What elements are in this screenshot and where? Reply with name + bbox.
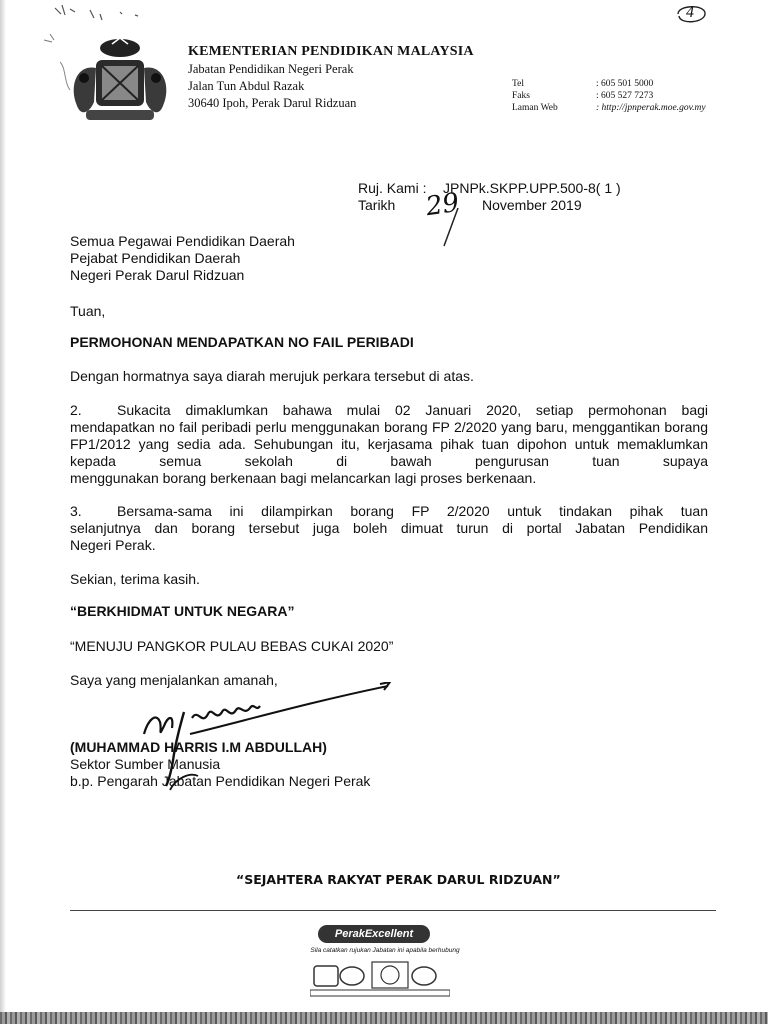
footer-divider	[70, 910, 716, 911]
paragraph-3-number: 3.	[70, 503, 82, 519]
address-street: Jalan Tun Abdul Razak	[188, 79, 305, 93]
contact-fax-value: : 605 527 7273	[596, 91, 654, 101]
contact-fax-label: Faks	[512, 91, 530, 101]
address-city: 30640 Ipoh, Perak Darul Ridzuan	[188, 96, 357, 110]
paragraph-3-first-line: Bersama-sama ini dilampirkan borang FP 2/2020 untuk tindakan pihak tuan	[117, 503, 708, 519]
certification-logos	[310, 958, 450, 998]
signatory-office: b.p. Pengarah Jabatan Pendidikan Negeri Perak	[70, 773, 371, 789]
paragraph-2-last-line: menggunakan borang berkenaan bagi melancarkan lagi proses berkenaan.	[70, 470, 537, 486]
motto-pangkor: “MENUJU PANGKOR PULAU BEBAS CUKAI 2020”	[70, 638, 394, 654]
scan-edge-left	[0, 0, 6, 1024]
paragraph-3-body: selanjutnya dan borang tersebut juga boleh dimuat turun di portal Jabatan Pendidikan	[70, 520, 708, 536]
signatory-unit: Sektor Sumber Manusia	[70, 756, 221, 772]
recipient-line-3: Negeri Perak Darul Ridzuan	[70, 267, 245, 283]
date-day-handwritten: 29	[424, 187, 462, 223]
recipient-line-2: Pejabat Pendidikan Daerah	[70, 250, 241, 266]
date-pen-stroke	[440, 208, 460, 248]
trust-line: Saya yang menjalankan amanah,	[70, 672, 278, 688]
contact-tel-value: : 605 501 5000	[596, 79, 654, 89]
page-number: 4	[686, 4, 694, 21]
opening-paragraph: Dengan hormatnya saya diarah merujuk perkara tersebut di atas.	[70, 368, 474, 384]
paragraph-2-first-line: Sukacita dimaklumkan bahawa mulai 02 Januari 2020, setiap permohonan bagi	[117, 402, 708, 418]
recipient-line-1: Semua Pegawai Pendidikan Daerah	[70, 233, 295, 249]
contact-web-label: Laman Web	[512, 103, 558, 113]
department-name: Jabatan Pendidikan Negeri Perak	[188, 62, 354, 76]
paragraph-2-number: 2.	[70, 402, 82, 418]
salutation: Tuan,	[70, 303, 106, 319]
coat-of-arms-logo	[60, 38, 180, 126]
paragraph-3-last-line: Negeri Perak.	[70, 537, 156, 553]
ministry-name: KEMENTERIAN PENDIDIKAN MALAYSIA	[188, 44, 474, 59]
date-label: Tarikh	[358, 197, 396, 213]
paragraph-2-body: mendapatkan no fail peribadi perlu menggunakan borang FP 2/2020 yang baru, menggantikan borang FP1/2012 yang sedia ada. Sehubungan itu, kerjasama pihak tuan dipohon untuk memaklumkan kepada semua sekolah di bawah pengurusan tuan supaya	[70, 419, 708, 469]
closing-line: Sekian, terima kasih.	[70, 571, 200, 587]
scan-edge-bottom	[0, 1012, 768, 1024]
reference-label: Ruj. Kami :	[358, 180, 427, 196]
contact-tel-label: Tel	[512, 79, 524, 89]
subject-heading: PERMOHONAN MENDAPATKAN NO FAIL PERIBADI	[70, 334, 414, 350]
motto-berkhidmat: “BERKHIDMAT UNTUK NEGARA”	[70, 603, 295, 619]
contact-web-value: : http://jpnperak.moe.gov.my	[596, 103, 706, 113]
signatory-name: (MUHAMMAD HARRIS I.M ABDULLAH)	[70, 739, 327, 755]
date-value: November 2019	[482, 197, 582, 213]
reference-value: JPNPk.SKPP.UPP.500-8( 1 )	[443, 180, 621, 196]
footer-note: Sila catatkan rujukan Jabatan ini apabila berhubung	[310, 947, 460, 954]
footer-slogan: “SEJAHTERA RAKYAT PERAK DARUL RIDZUAN”	[236, 872, 561, 887]
perak-excellent-logo: PerakExcellent	[318, 925, 430, 943]
